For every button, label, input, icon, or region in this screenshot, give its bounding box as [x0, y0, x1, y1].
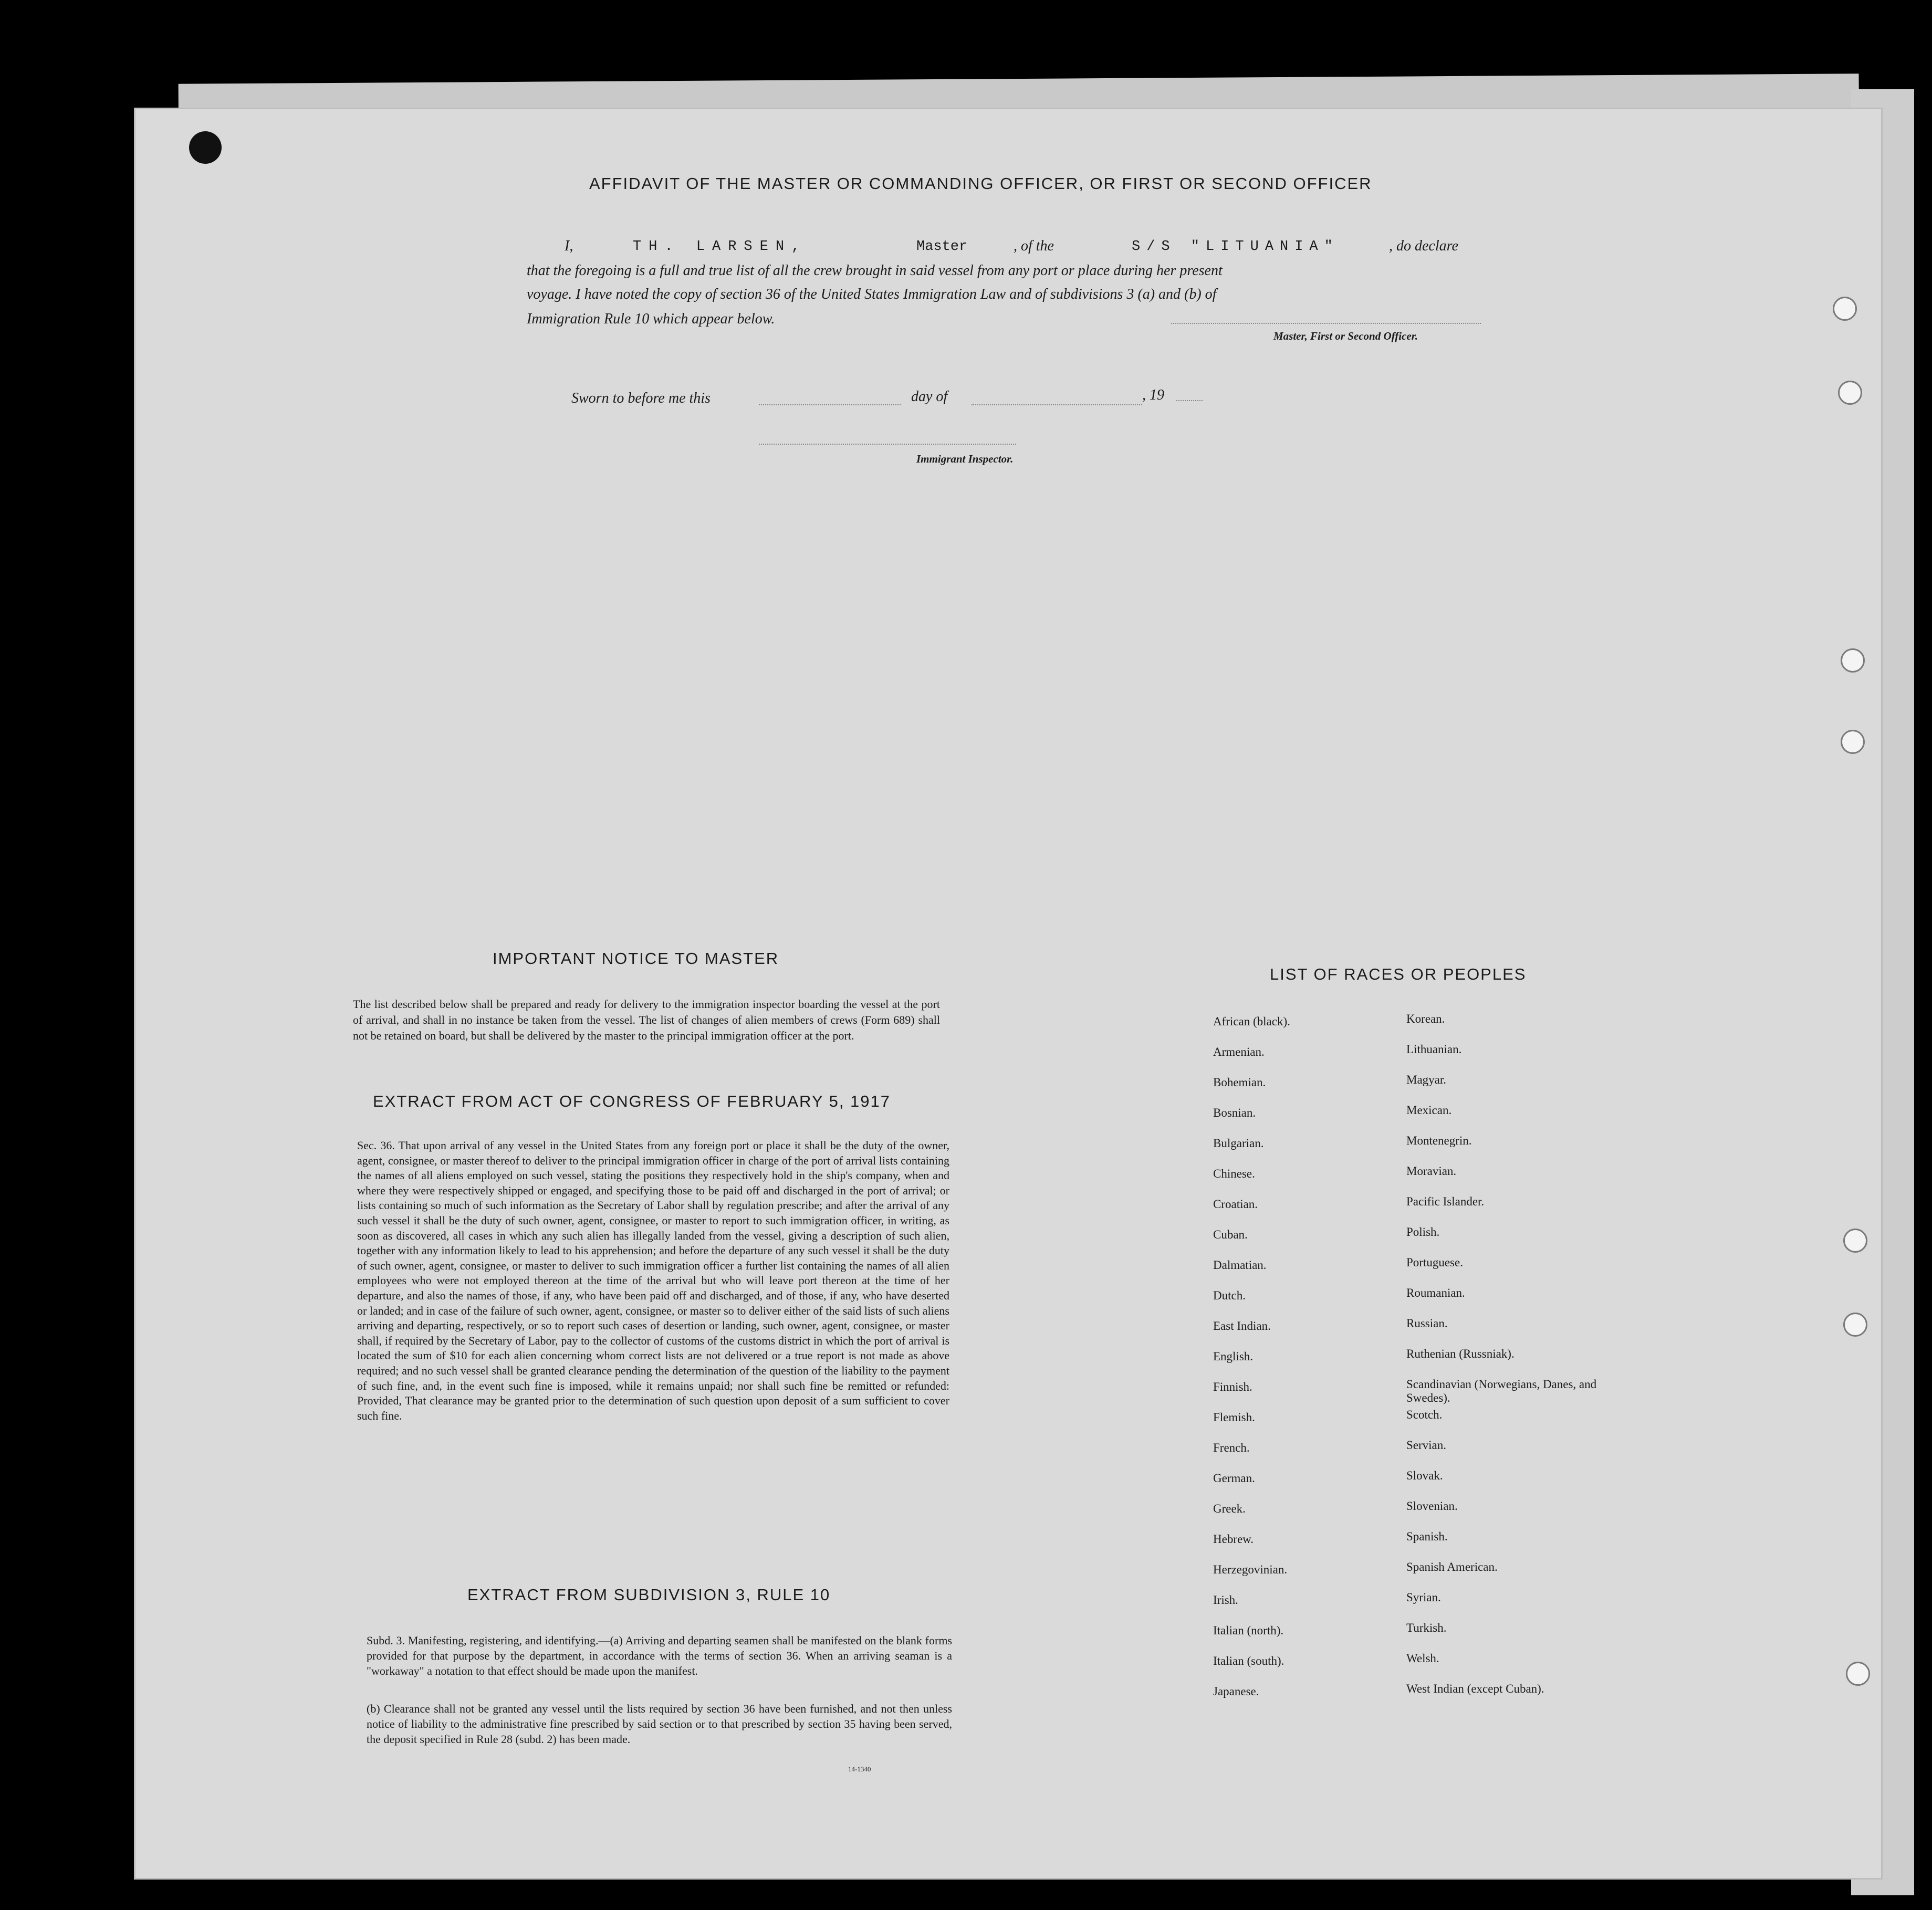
- sworn-month-line: [972, 404, 1142, 405]
- punch-hole-icon: [1843, 1313, 1867, 1337]
- race-item: Cuban.: [1213, 1228, 1248, 1241]
- race-item: Syrian.: [1406, 1591, 1441, 1604]
- race-item: Ruthenian (Russniak).: [1406, 1347, 1515, 1360]
- signature-line: [1171, 323, 1481, 324]
- race-item: Pacific Islander.: [1406, 1195, 1485, 1208]
- race-item: Moravian.: [1406, 1164, 1457, 1178]
- punch-hole-icon: [1833, 297, 1857, 321]
- inspector-signature-line: [759, 444, 1016, 445]
- race-item: East Indian.: [1213, 1319, 1271, 1332]
- race-item: Welsh.: [1406, 1652, 1439, 1665]
- race-item: Korean.: [1406, 1012, 1445, 1025]
- sworn-text: Sworn to before me this: [571, 390, 711, 406]
- form-number: 14-1340: [848, 1765, 871, 1773]
- act-text: Sec. 36. That upon arrival of any vessel in the United States from any foreign port or place it shall be the duty of the owner, agent, consignee, or master thereof to deliver to the principal immigration officer in charge of the port of arrival lists containing the names of all aliens employed on such vessel, stating the positions they respectively hold in the ship's company, when and where they were respectively shipped or engaged, and specifying those to be paid off and discharged in the port of arrival; or lists containing so much of such information as the Secretary of Labor shall by regulation prescribe; and after the arrival of any such vessel it shall be the duty of such owner, agent, consignee, or master to report to such immigration officer, in writing, as soon as discovered, all cases in which any such alien has illegally landed from the vessel, giving a description of such alien, together with any information likely to lead to his apprehension; and before the departure of any such vessel it shall be the duty of such owner, agent, consignee, or master to deliver to such immigration officer a further list containing the names of all alien employees who were not employed thereon at the time of the arrival but who will leave port thereon at the time of her departure, and also the names of those, if any, who have been paid off and discharged, and of those, if any, who have deserted or landed; and in case of the failure of such owner, agent, consignee, or master so to deliver either of the said lists of such aliens arriving and departing, respectively, or so to report such cases of desertion or landing, such owner, agent, consignee, or master shall, if required by the Secretary of Labor, pay to the collector of customs of the customs district in which the port of arrival is located the sum of $10 for each alien concerning whom correct lists are not delivered or a true report is not made as above required; and no such vessel shall be granted clearance pending the determination of the question of the liability to the payment of such fine, and, in the event such fine is imposed, while it remains unpaid; nor shall such fine be remitted or refunded: Provided, That clearance may be granted prior to the determination of such question upon deposit of a sum sufficient to cover such fine.: [357, 1139, 949, 1422]
- race-item: Slovak.: [1406, 1469, 1443, 1482]
- race-item: Mexican.: [1406, 1104, 1452, 1117]
- race-item: German.: [1213, 1472, 1255, 1485]
- race-item: Portuguese.: [1406, 1256, 1463, 1269]
- punch-hole-icon: [1843, 1229, 1867, 1253]
- race-item: Russian.: [1406, 1317, 1448, 1330]
- race-item: Scotch.: [1406, 1408, 1443, 1421]
- race-item: Montenegrin.: [1406, 1134, 1472, 1147]
- race-item: Irish.: [1213, 1593, 1238, 1607]
- race-item: Flemish.: [1213, 1411, 1255, 1424]
- race-item: Bulgarian.: [1213, 1137, 1264, 1150]
- race-item: Italian (south).: [1213, 1654, 1284, 1667]
- punch-hole-icon: [1841, 648, 1865, 673]
- race-item: Herzegovinian.: [1213, 1563, 1288, 1576]
- race-item: Magyar.: [1406, 1073, 1447, 1086]
- punch-hole-icon: [189, 131, 222, 164]
- race-item: Chinese.: [1213, 1167, 1255, 1180]
- affidavit-i: I,: [565, 238, 573, 254]
- races-title: LIST OF RACES OR PEOPLES: [1270, 965, 1527, 983]
- race-item: Lithuanian.: [1406, 1043, 1462, 1056]
- affidavit-title: AFFIDAVIT OF THE MASTER OR COMMANDING OFFICER, OR FIRST OR SECOND OFFICER: [589, 174, 1372, 193]
- race-item: Croatian.: [1213, 1198, 1258, 1211]
- race-item: Spanish American.: [1406, 1560, 1498, 1573]
- race-item: English.: [1213, 1350, 1254, 1363]
- race-item: Dutch.: [1213, 1289, 1246, 1302]
- punch-hole-icon: [1846, 1662, 1870, 1686]
- signature-caption: Master, First or Second Officer.: [1273, 330, 1418, 342]
- sworn-day-line: [759, 404, 901, 405]
- affidavit-line-4: Immigration Rule 10 which appear below.: [527, 311, 775, 327]
- race-item: Spanish.: [1406, 1530, 1448, 1543]
- notice-text: The list described below shall be prepared and ready for delivery to the immigration inspector boarding the vessel at the port of arrival, and shall in no instance be taken from the vessel. The list of changes of alien members of crews (Form 689) shall not be retained on board, but shall be delivered by the master to the principal immigration officer at the port.: [353, 998, 940, 1042]
- year-prefix: , 19: [1142, 387, 1164, 403]
- master-name: TH. LARSEN,: [633, 239, 808, 255]
- notice-title: IMPORTANT NOTICE TO MASTER: [493, 949, 779, 968]
- race-item: Finnish.: [1213, 1380, 1252, 1393]
- affidavit-line-3: voyage. I have noted the copy of section 36 of the United States Immigration Law and of subdivisions 3 (a) and (b) of: [527, 286, 1217, 302]
- race-item: Japanese.: [1213, 1685, 1259, 1698]
- sworn-year-line: [1176, 400, 1203, 401]
- punch-hole-icon: [1838, 381, 1862, 405]
- rule-text-b: (b) Clearance shall not be granted any vessel until the lists required by section 36 have been furnished, and not then unless notice of liability to the administrative fine prescribed by said section or to that prescribed by section 35 having been served, the deposit specified in Rule 28 (subd. 2) has been made.: [367, 1702, 952, 1746]
- race-item: Greek.: [1213, 1502, 1246, 1515]
- vessel-name: S/S "LITUANIA": [1132, 239, 1339, 255]
- race-item: Polish.: [1406, 1225, 1440, 1239]
- race-item: Armenian.: [1213, 1045, 1265, 1058]
- race-item: Hebrew.: [1213, 1533, 1254, 1546]
- races-right-column: [1406, 1012, 1627, 1713]
- race-item: Scandinavian (Norwegians, Danes, and Swedes).: [1406, 1378, 1597, 1404]
- race-item: French.: [1213, 1441, 1250, 1454]
- race-item: Bohemian.: [1213, 1076, 1266, 1089]
- inspector-caption: Immigrant Inspector.: [916, 453, 1014, 465]
- of-the-text: , of the: [1014, 238, 1054, 254]
- race-item: Slovenian.: [1406, 1499, 1458, 1513]
- race-item: Turkish.: [1406, 1621, 1447, 1634]
- race-item: Bosnian.: [1213, 1106, 1256, 1119]
- race-item: Dalmatian.: [1213, 1258, 1267, 1272]
- race-item: African (black).: [1213, 1015, 1290, 1028]
- do-declare-text: , do declare: [1389, 238, 1458, 254]
- race-item: Servian.: [1406, 1439, 1447, 1452]
- race-item: West Indian (except Cuban).: [1406, 1682, 1544, 1695]
- rule-text-a: Subd. 3. Manifesting, registering, and identifying.—(a) Arriving and departing seamen shall be manifested on the blank forms provided for that purpose by the department, in accordance with the terms of section 36. When an arriving seaman is a "workaway" a notation to that effect should be made upon the manifest.: [367, 1634, 952, 1677]
- race-item: Italian (north).: [1213, 1624, 1284, 1637]
- act-title: EXTRACT FROM ACT OF CONGRESS OF FEBRUARY 5, 1917: [373, 1092, 891, 1110]
- rule-title: EXTRACT FROM SUBDIVISION 3, RULE 10: [467, 1586, 831, 1604]
- punch-hole-icon: [1841, 730, 1865, 754]
- race-item: Roumanian.: [1406, 1286, 1465, 1299]
- officer-rank: Master: [916, 239, 968, 255]
- day-of-text: day of: [911, 389, 948, 405]
- races-left-column: [1213, 1015, 1392, 1715]
- affidavit-line-2: that the foregoing is a full and true list of all the crew brought in said vessel from any port or place during her present: [527, 263, 1223, 279]
